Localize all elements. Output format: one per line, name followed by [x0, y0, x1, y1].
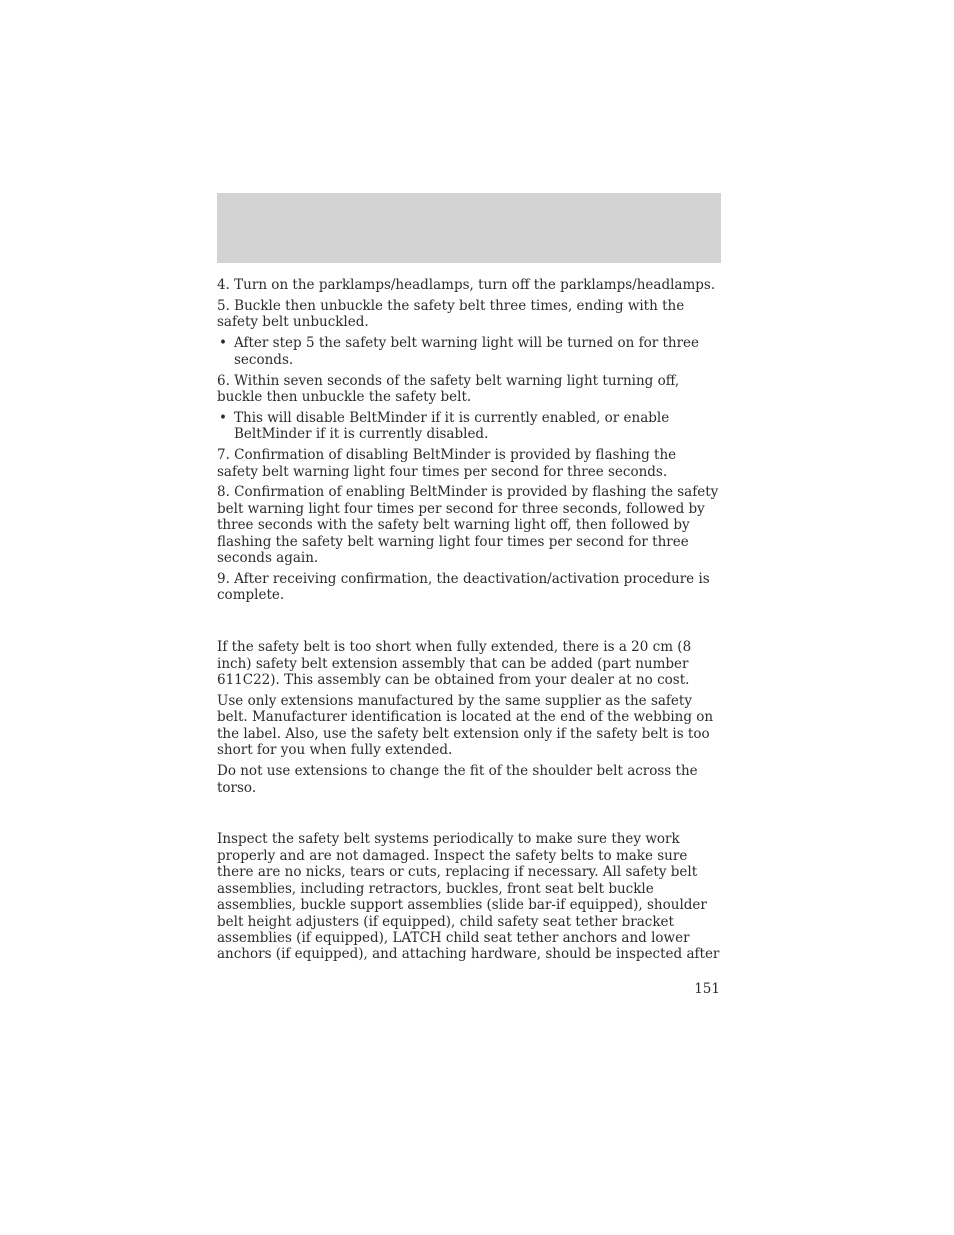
- step-4: 4. Turn on the parklamps/headlamps, turn off the parklamps/headlamps.: [217, 277, 716, 293]
- step-6: 6. Within seven seconds of the safety belt warning light turning off, buckle then unbuckle the safety belt.: [217, 372, 680, 405]
- page-body: [217, 277, 721, 967]
- extension-paragraph-2: Use only extensions manufactured by the same supplier as the safety belt. Manufacturer identification is located at the end of the webbing on the label. Also, use the safety belt extension only if the safety belt is too short for you when fully extended.: [217, 693, 714, 759]
- extension-paragraph-3: Do not use extensions to change the fit of the shoulder belt across the torso.: [217, 763, 698, 796]
- bullet-icon: •: [219, 335, 227, 352]
- page-number: 151: [694, 981, 720, 997]
- step-9: 9. After receiving confirmation, the deactivation/activation procedure is complete.: [217, 571, 710, 604]
- bullet-item: [217, 335, 721, 368]
- bullet-item: [217, 410, 721, 443]
- step-8: 8. Confirmation of enabling BeltMinder is provided by flashing the safety belt warning light four times per second for three seconds, followed by three seconds with the safety belt warning light off, then followed by flashing the safety belt warning light four times per second for three seconds again.: [217, 484, 719, 567]
- section-gap: [217, 800, 721, 831]
- section-gap: [217, 608, 721, 639]
- maintenance-paragraph: Inspect the safety belt systems periodically to make sure they work properly and are not damaged. Inspect the safety belts to make sure there are no nicks, tears or cuts, replacing if necessary. All safety belt assemblies, including retractors, buckles, front seat belt buckle assemblies, buckle support assemblies (slide bar-if equipped), shoulder belt height adjusters (if equipped), child safety seat tether bracket assemblies (if equipped), LATCH child seat tether anchors and lower anchors (if equipped), and attaching hardware, should be inspected after: [217, 831, 720, 963]
- bullet-text: After step 5 the safety belt warning light will be turned on for three seconds.: [234, 335, 700, 368]
- section-header-band: [217, 193, 721, 263]
- extension-paragraph-1: If the safety belt is too short when fully extended, there is a 20 cm (8 inch) safety belt extension assembly that can be added (part number 611C22). This assembly can be obtained from your dealer at no cost.: [217, 639, 692, 689]
- step-5: 5. Buckle then unbuckle the safety belt three times, ending with the safety belt unbuckled.: [217, 297, 685, 331]
- step-7: 7. Confirmation of disabling BeltMinder is provided by flashing the safety belt warning light four times per second for three seconds.: [217, 447, 677, 480]
- bullet-text: This will disable BeltMinder if it is currently enabled, or enable BeltMinder if it is currently disabled.: [234, 409, 670, 443]
- bullet-icon: •: [219, 409, 227, 426]
